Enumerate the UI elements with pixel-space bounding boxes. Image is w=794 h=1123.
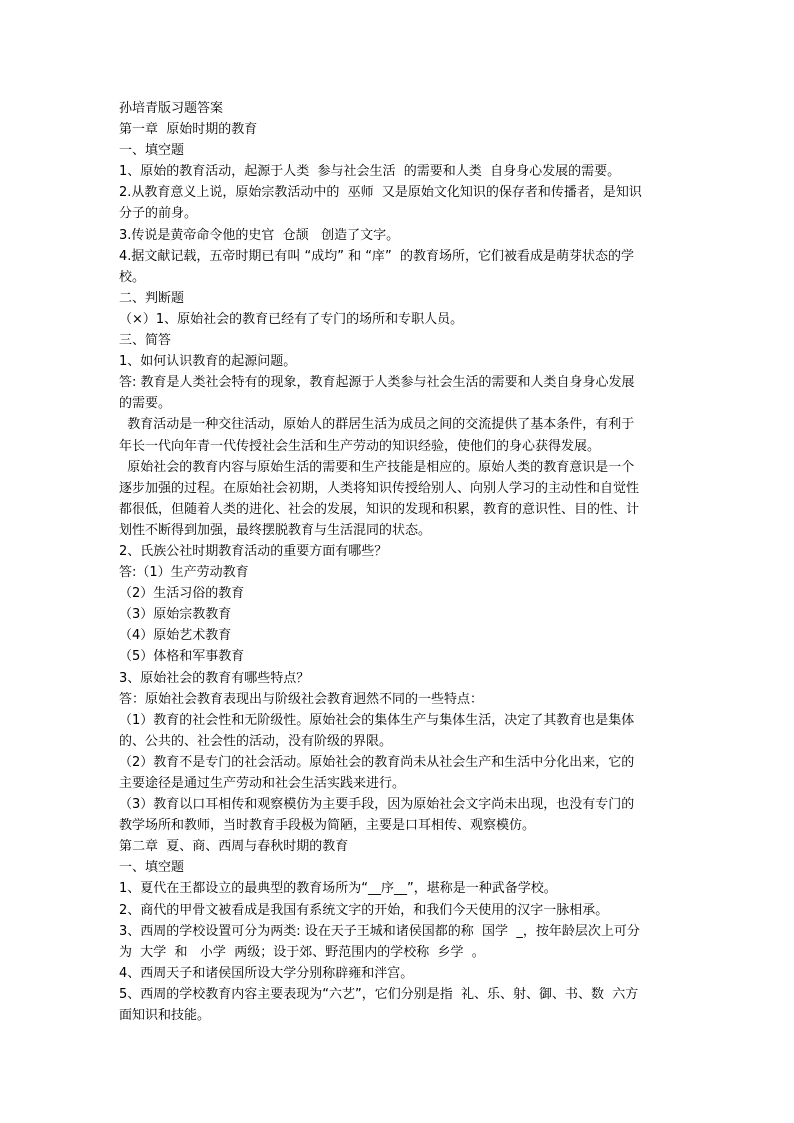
text-line: 教学场所和教师，当时教育手段极为简陋，主要是口耳相传、观察模仿。	[119, 818, 536, 834]
list-item: （3）原始宗教教育	[119, 607, 232, 623]
section-heading: 三、简答	[119, 333, 172, 349]
text-line: 的、公共的、社会性的活动，没有阶级的界限。	[119, 733, 393, 749]
text-line: 4.据文献记载，五帝时期已有叫 “成均” 和 “庠” 的教育场所，它们被看成是萌芽状态的学	[119, 248, 635, 264]
list-item: （5）体格和军事教育	[119, 649, 245, 665]
question-line: 3、原始社会的教育有哪些特点？	[119, 670, 310, 686]
chapter-heading: 第二章 夏、商、西周与春秋时期的教育	[119, 839, 349, 855]
list-item: （2）生活习俗的教育	[119, 586, 245, 602]
text-line: 主要途径是通过生产劳动和社会生活实践来进行。	[119, 776, 406, 791]
text-line: 5、西周的学校教育内容主要表现为“六艺”，它们分别是指 礼、乐、射、御、书、数 六方	[119, 986, 639, 1002]
text-line: 分子的前身。	[119, 206, 198, 222]
text-line: （×）1、原始社会的教育已经有了专门的场所和专职人员。	[119, 311, 464, 327]
text-line: 都很低，但随着人类的进化、社会的发展，知识的发现和积累，教育的意识性、目的性、计	[119, 501, 640, 517]
text-line: 1、原始的教育活动，起源于人类 参与社会生活 的需要和人类 自身身心发展的需要。	[119, 164, 621, 180]
text-line: 教育活动是一种交往活动，原始人的群居生活为成员之间的交流提供了基本条件，有利于	[119, 417, 635, 433]
text-line: 答：原始社会教育表现出与阶级社会教育迥然不同的一些特点：	[119, 691, 484, 707]
section-heading: 一、填空题	[119, 860, 185, 876]
text-line: 原始社会的教育内容与原始生活的需要和生产技能是相应的。原始人类的教育意识是一个	[119, 459, 635, 475]
section-heading: 二、判断题	[119, 290, 185, 306]
doc-title: 孙培青版习题答案	[119, 101, 224, 116]
text-line: 3.传说是黄帝命令他的史官 仓颉 创造了文字。	[119, 227, 400, 243]
text-line: 答: 教育是人类社会特有的现象，教育起源于人类参与社会生活的需要和人类自身身心发展	[119, 375, 635, 391]
text-line: 4、西周天子和诸侯国所设大学分别称辟雍和泮宫。	[119, 965, 414, 981]
document-page	[119, 98, 679, 1026]
text-line: 逐步加强的过程。在原始社会初期，人类将知识传授给别人、向别人学习的主动性和自觉性	[119, 480, 640, 496]
text-line: 年长一代向年青一代传授社会生活和生产劳动的知识经验，使他们的身心获得发展。	[119, 438, 601, 454]
text-line: 校。	[119, 269, 146, 285]
section-heading: 一、填空题	[119, 143, 185, 159]
text-line: （2）教育不是专门的社会活动。原始社会的教育尚未从社会生产和生活中分化出来，它的	[119, 754, 635, 770]
text-line: 2.从教育意义上说，原始宗教活动中的 巫师 又是原始文化知识的保存者和传播者，是知识	[119, 185, 642, 201]
text-line: 答:（1）生产劳动教育	[119, 565, 249, 581]
text-line: （1）教育的社会性和无阶级性。原始社会的集体生产与集体生活，决定了其教育也是集体	[119, 712, 635, 728]
question-line: 1、如何认识教育的起源问题。	[119, 354, 297, 370]
text-line: 的需要。	[119, 396, 172, 412]
text-line: 2、商代的甲骨文被看成是我国有系统文字的开始，和我们今天使用的汉字一脉相承。	[119, 902, 609, 918]
list-item: （4）原始艺术教育	[119, 628, 232, 644]
text-line: 为 大学 和 小学 两级；设于郊、野范围内的学校称 乡学 。	[119, 944, 485, 960]
text-line: （3）教育以口耳相传和观察模仿为主要手段，因为原始社会文字尚未出现，也没有专门的	[119, 797, 635, 813]
text-line: 面知识和技能。	[119, 1008, 211, 1024]
chapter-heading: 第一章 原始时期的教育	[119, 122, 258, 138]
question-line: 2、氏族公社时期教育活动的重要方面有哪些？	[119, 543, 388, 559]
text-line: 划性不断得到加强，最终摆脱教育与生活混同的状态。	[119, 522, 432, 538]
text-line: 1、夏代在王都设立的最典型的教育场所为“__序__”，堪称是一种武备学校。	[119, 881, 557, 897]
text-line: 3、西周的学校设置可分为两类: 设在天子王城和诸侯国都的称 国学 _，按年龄层次上可分	[119, 923, 640, 939]
